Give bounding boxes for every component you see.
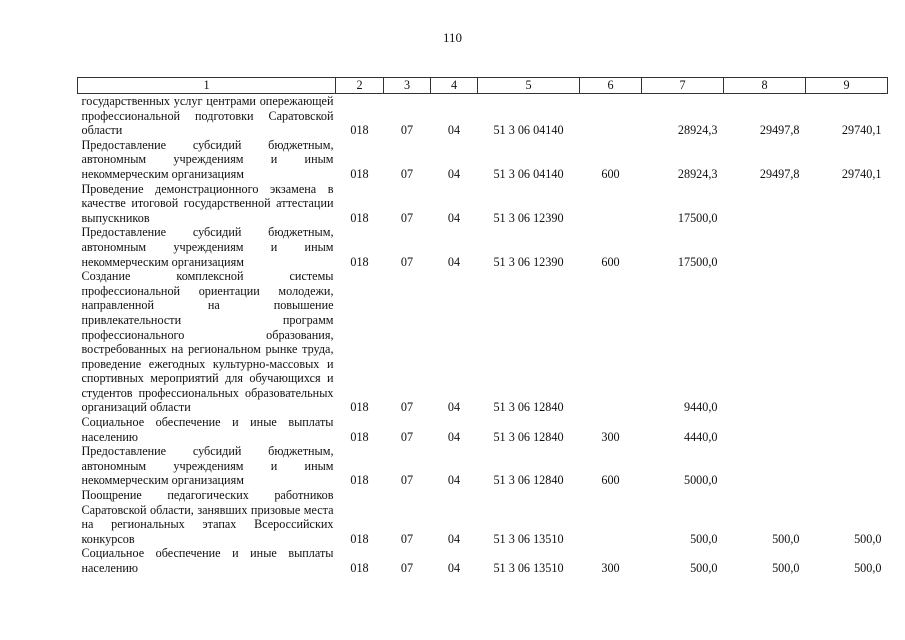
header-col-2: 2 xyxy=(336,78,384,94)
cell-subsection: 04 xyxy=(447,166,461,181)
cell-amount-year2 xyxy=(724,269,806,415)
cell-amount-year1: 500,0 xyxy=(690,561,718,575)
cell-amount-year3: 500,0 xyxy=(854,531,882,546)
cell-subsection: 04 xyxy=(447,254,461,269)
cell-amount-year3: 29740,1 xyxy=(841,123,882,138)
cell-subsection: 04 xyxy=(447,210,461,225)
header-col-1: 1 xyxy=(78,78,336,94)
row-description: Поощрение педагогических работников Саратовской области, занявших призовые места на региональных этапах Всероссийских конкурсов xyxy=(81,488,334,546)
cell-expense-type: 600 xyxy=(601,473,620,488)
cell-expense-type xyxy=(580,269,642,415)
cell-amount-year2: 500,0 xyxy=(772,561,800,575)
cell-amount-year2 xyxy=(724,444,806,488)
header-row xyxy=(78,78,888,94)
cell-subsection: 04 xyxy=(447,531,461,546)
cell-target-item: 51 3 06 13510 xyxy=(493,561,564,575)
cell-section: 07 xyxy=(400,123,414,138)
cell-amount-year3 xyxy=(806,444,888,488)
cell-amount-year2: 29497,8 xyxy=(759,166,800,181)
header-col-3: 3 xyxy=(384,78,431,94)
cell-target-item: 51 3 06 12840 xyxy=(493,473,564,488)
cell-ministry: 018 xyxy=(350,429,369,444)
cell-expense-type xyxy=(580,94,642,138)
table-row xyxy=(78,415,888,444)
cell-ministry: 018 xyxy=(350,473,369,488)
cell-amount-year1: 28924,3 xyxy=(677,123,718,138)
cell-section: 07 xyxy=(400,210,414,225)
cell-amount-year3: 29740,1 xyxy=(841,166,882,181)
cell-ministry: 018 xyxy=(350,166,369,181)
table-row xyxy=(78,488,888,546)
table-row xyxy=(78,138,888,182)
row-description: Предоставление субсидий бюджетным, автономным учреждениям и иным некоммерческим организациям xyxy=(81,137,334,181)
cell-ministry: 018 xyxy=(350,210,369,225)
header-col-5: 5 xyxy=(478,78,580,94)
cell-section: 07 xyxy=(400,473,414,488)
cell-target-item: 51 3 06 12390 xyxy=(493,254,564,269)
cell-amount-year3 xyxy=(806,269,888,415)
table-row xyxy=(78,182,888,226)
table-row xyxy=(78,444,888,488)
cell-ministry: 018 xyxy=(350,254,369,269)
row-description: Социальное обеспечение и иные выплаты населению xyxy=(81,546,334,575)
cell-ministry: 018 xyxy=(350,123,369,138)
cell-amount-year2 xyxy=(724,225,806,269)
header-col-7: 7 xyxy=(642,78,724,94)
cell-amount-year1: 17500,0 xyxy=(677,254,718,269)
cell-section: 07 xyxy=(400,400,414,415)
cell-subsection: 04 xyxy=(447,429,461,444)
row-description: Предоставление субсидий бюджетным, автономным учреждениям и иным некоммерческим организациям xyxy=(81,225,334,269)
cell-target-item: 51 3 06 12840 xyxy=(493,400,564,415)
table-row xyxy=(78,225,888,269)
cell-amount-year3 xyxy=(806,225,888,269)
cell-target-item: 51 3 06 04140 xyxy=(493,166,564,181)
cell-subsection: 04 xyxy=(447,473,461,488)
row-description: государственных услуг центрами опережающей профессиональной подготовки Саратовской области xyxy=(81,94,334,138)
header-col-4: 4 xyxy=(431,78,478,94)
cell-amount-year2: 29497,8 xyxy=(759,123,800,138)
row-description: Социальное обеспечение и иные выплаты населению xyxy=(81,415,334,444)
cell-amount-year1: 28924,3 xyxy=(677,166,718,181)
cell-amount-year1: 9440,0 xyxy=(683,400,718,415)
header-col-6: 6 xyxy=(580,78,642,94)
cell-target-item: 51 3 06 13510 xyxy=(493,531,564,546)
cell-amount-year3: 500,0 xyxy=(854,561,882,575)
cell-amount-year3 xyxy=(806,415,888,444)
cell-amount-year3 xyxy=(806,182,888,226)
cell-ministry: 018 xyxy=(350,531,369,546)
cell-target-item: 51 3 06 12390 xyxy=(493,210,564,225)
cell-ministry: 018 xyxy=(350,561,369,575)
page-number: 110 xyxy=(442,30,463,45)
table-row xyxy=(78,94,888,138)
cell-amount-year2: 500,0 xyxy=(772,531,800,546)
row-description: Проведение демонстрационного экзамена в качестве итоговой государственной аттестации выпускников xyxy=(81,181,334,225)
cell-ministry: 018 xyxy=(350,400,369,415)
cell-expense-type: 300 xyxy=(601,429,620,444)
cell-amount-year1: 17500,0 xyxy=(677,210,718,225)
cell-target-item: 51 3 06 12840 xyxy=(493,429,564,444)
cell-amount-year1: 5000,0 xyxy=(683,473,718,488)
cell-expense-type xyxy=(580,488,642,546)
cell-expense-type: 600 xyxy=(601,254,620,269)
cell-subsection: 04 xyxy=(447,561,461,575)
table-header xyxy=(78,78,888,94)
cell-expense-type xyxy=(580,182,642,226)
row-description: Создание комплексной системы профессиональной ориентации молодежи, направленной на повышение привлекательности программ профессионального образования, востребованных на региональном рынке труда, проведение ежегодных культурно-массовых и спортивных мероприятий для обучающихся и студентов профессиональных образовательных организаций области xyxy=(81,269,334,415)
cell-amount-year1: 500,0 xyxy=(690,531,718,546)
cell-amount-year2 xyxy=(724,182,806,226)
cell-section: 07 xyxy=(400,166,414,181)
table-body xyxy=(78,94,888,576)
cell-amount-year1: 4440,0 xyxy=(683,429,718,444)
cell-section: 07 xyxy=(400,254,414,269)
table-row xyxy=(78,269,888,415)
row-description: Предоставление субсидий бюджетным, автономным учреждениям и иным некоммерческим организациям xyxy=(81,444,334,488)
cell-section: 07 xyxy=(400,429,414,444)
cell-section: 07 xyxy=(400,561,414,575)
budget-table xyxy=(77,77,888,576)
header-col-9: 9 xyxy=(806,78,888,94)
cell-subsection: 04 xyxy=(447,400,461,415)
table-row xyxy=(78,546,888,575)
cell-expense-type: 300 xyxy=(601,561,620,575)
header-col-8: 8 xyxy=(724,78,806,94)
cell-target-item: 51 3 06 04140 xyxy=(493,123,564,138)
cell-expense-type: 600 xyxy=(601,166,620,181)
cell-section: 07 xyxy=(400,531,414,546)
cell-amount-year2 xyxy=(724,415,806,444)
cell-subsection: 04 xyxy=(447,123,461,138)
